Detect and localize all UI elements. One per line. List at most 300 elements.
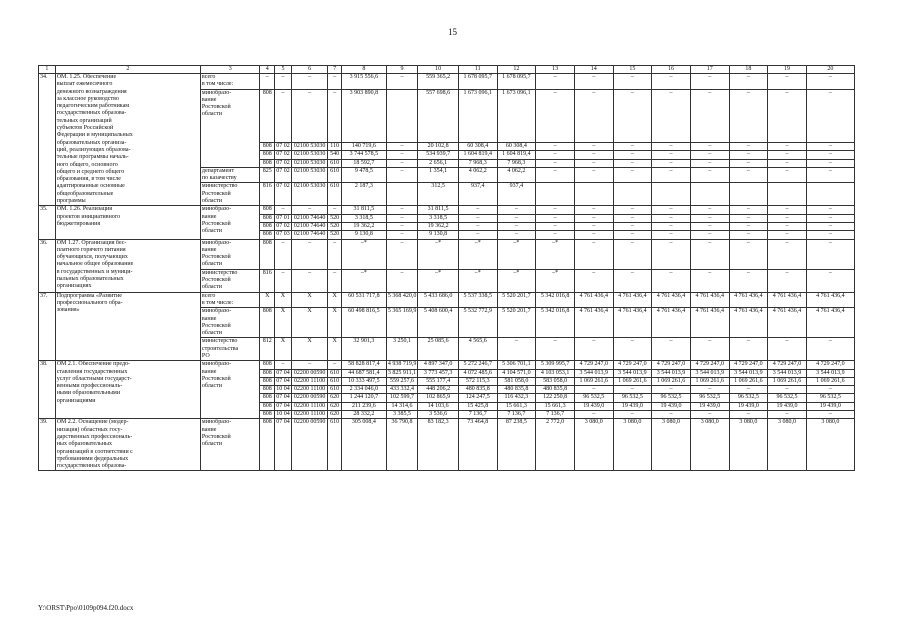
budget-code-c6: 02200 11100 <box>291 411 328 419</box>
amount-cell: – <box>574 411 613 419</box>
amount-cell: – <box>690 411 729 419</box>
amount-cell: – <box>729 222 768 230</box>
amount-cell: 4 103 053,1 <box>536 369 575 377</box>
amount-cell: – <box>690 214 729 222</box>
amount-cell: – <box>806 222 854 230</box>
budget-code-c6: – <box>291 239 328 269</box>
amount-cell: 7 136,7 <box>458 411 497 419</box>
budget-code-c4: 808 <box>260 308 275 338</box>
amount-cell: – <box>574 151 613 159</box>
amount-cell: – <box>690 222 729 230</box>
amount-cell: – <box>458 231 497 239</box>
budget-code-c7: X <box>328 338 342 361</box>
amount-cell: – <box>497 338 536 361</box>
amount-cell: –* <box>536 239 575 269</box>
budget-code-c5: 07 02 <box>276 151 290 158</box>
amount-cell: 73 464,8 <box>458 419 497 471</box>
amount-cell: – <box>458 222 497 230</box>
budget-code-c6: 02100 74640 <box>291 231 328 239</box>
amount-cell: 7 136,7 <box>536 411 575 419</box>
amount-cell: – <box>768 151 807 159</box>
amount-cell: 7 136,7 <box>497 411 536 419</box>
amount-cell: – <box>768 89 807 142</box>
budget-code-c7: 610 <box>328 183 342 206</box>
amount-cell: – <box>613 159 652 167</box>
amount-cell: – <box>613 151 652 159</box>
budget-code-c5: 10 04 <box>276 411 290 418</box>
amount-cell: – <box>386 239 417 269</box>
amount-cell: 3 080,0 <box>768 419 807 471</box>
row-number: 37. <box>39 292 56 361</box>
amount-cell: 4 761 436,4 <box>574 308 613 338</box>
amount-cell: 3 544 013,9 <box>768 369 807 377</box>
amount-cell: 4 062,2 <box>458 167 497 183</box>
budget-code-c6: – <box>291 206 328 214</box>
amount-cell: – <box>690 167 729 183</box>
amount-cell: – <box>386 231 417 239</box>
amount-cell: – <box>652 338 691 361</box>
budget-code-c6: 02200 00590 <box>291 419 328 471</box>
amount-cell: – <box>536 89 575 142</box>
budget-code-c7: – <box>328 239 342 269</box>
amount-cell: 2 772,0 <box>536 419 575 471</box>
amount-cell: – <box>806 167 854 183</box>
footer-file-path: Y:\ORST\Ppo\0109p094.f20.docx <box>38 604 134 612</box>
amount-cell: – <box>613 214 652 222</box>
amount-cell: 1 244 120,7 <box>341 394 386 402</box>
amount-cell: – <box>690 206 729 214</box>
budget-code-c4: 808 <box>260 394 275 402</box>
responsible-executor: всего в том числе: <box>200 74 260 90</box>
amount-cell: 60 531 717,8 <box>341 292 386 308</box>
amount-cell: 60 308,4 <box>458 142 497 150</box>
table-row <box>39 292 855 308</box>
amount-cell: – <box>652 159 691 167</box>
budget-code-c5: 07 02 <box>275 167 292 183</box>
amount-cell: – <box>768 142 807 150</box>
budget-code-c5: 07 04 <box>275 419 292 471</box>
page-number: 15 <box>448 27 457 37</box>
amount-cell: 4 565,6 <box>458 338 497 361</box>
column-number: 5 <box>275 66 292 74</box>
amount-cell: 211 239,6 <box>341 402 386 410</box>
amount-cell: – <box>729 142 768 150</box>
budget-code-c4: 808 <box>260 206 275 214</box>
budget-code-c7: – <box>328 74 342 90</box>
amount-cell: – <box>497 214 536 222</box>
amount-cell: 5 342 016,8 <box>536 308 575 338</box>
amount-cell: – <box>806 74 854 90</box>
amount-cell: 20 102,8 <box>418 142 459 150</box>
budget-code-c6: 02100 53030 <box>291 142 328 150</box>
budget-code-c5: X <box>275 338 292 361</box>
column-number: 17 <box>690 66 729 74</box>
table-row <box>39 74 855 90</box>
amount-cell: – <box>536 231 575 239</box>
budget-code-c5: 07 02 <box>276 142 290 149</box>
amount-cell: – <box>536 338 575 361</box>
amount-cell: – <box>806 386 854 394</box>
amount-cell: – <box>386 206 417 214</box>
amount-cell: – <box>652 239 691 269</box>
amount-cell: 9 478,5 <box>341 167 386 183</box>
amount-cell: 937,4 <box>458 183 497 206</box>
amount-cell: 1 069 261,6 <box>652 377 691 385</box>
amount-cell: 10 333 497,5 <box>341 377 386 385</box>
row-number: 34. <box>39 74 56 206</box>
amount-cell: 583 058,0 <box>536 377 575 385</box>
amount-cell: 83 182,3 <box>418 419 459 471</box>
budget-code-c5: X <box>275 308 292 338</box>
amount-cell: – <box>729 89 768 142</box>
budget-code-c5: – <box>275 89 292 142</box>
amount-cell: – <box>768 338 807 361</box>
amount-cell: – <box>536 206 575 214</box>
amount-cell: – <box>806 338 854 361</box>
budget-code-c6: – <box>291 361 328 369</box>
budget-code-c7: X <box>328 308 342 338</box>
amount-cell: 19 362,2 <box>418 222 459 230</box>
column-number: 16 <box>652 66 691 74</box>
amount-cell: – <box>652 411 691 419</box>
amount-cell: 1 678 095,7 <box>497 74 536 90</box>
amount-cell: 19 439,0 <box>690 402 729 410</box>
responsible-executor: минобразо- вание Ростовской области <box>200 361 260 419</box>
amount-cell: 555 177,4 <box>418 377 459 385</box>
amount-cell <box>690 183 729 206</box>
budget-code-c5: – <box>275 206 292 214</box>
amount-cell: 19 439,0 <box>613 402 652 410</box>
column-number: 9 <box>386 66 417 74</box>
amount-cell: –* <box>458 269 497 292</box>
amount-cell: 312,5 <box>418 183 459 206</box>
amount-cell: 1 604 819,4 <box>497 151 536 159</box>
amount-cell: – <box>806 151 854 159</box>
budget-code-c5: 07 04 <box>276 377 290 384</box>
column-number: 18 <box>729 66 768 74</box>
amount-cell: 36 790,8 <box>386 419 417 471</box>
amount-cell: 4 761 436,4 <box>613 292 652 308</box>
amount-cell: 3 080,0 <box>806 419 854 471</box>
column-number: 11 <box>458 66 497 74</box>
amount-cell: 937,4 <box>497 183 536 206</box>
amount-cell: 102 865,9 <box>418 394 459 402</box>
amount-cell: –* <box>458 239 497 269</box>
amount-cell: – <box>768 269 807 292</box>
amount-cell: 480 835,8 <box>536 386 575 394</box>
amount-cell: 3 080,0 <box>729 419 768 471</box>
amount-cell: – <box>497 206 536 214</box>
amount-cell: 5 306 701,1 <box>497 361 536 369</box>
amount-cell: 4 761 436,4 <box>768 308 807 338</box>
responsible-executor: министерство строительства РО <box>200 338 260 361</box>
amount-cell: 3 903 890,8 <box>341 89 386 142</box>
amount-cell: 4 761 436,4 <box>690 308 729 338</box>
budget-code-c6: X <box>291 338 328 361</box>
amount-cell: – <box>690 74 729 90</box>
budget-code-c4: 808 <box>260 142 275 150</box>
budget-code-c7: 610 <box>328 377 342 385</box>
amount-cell: 4 761 436,4 <box>768 292 807 308</box>
budget-code-c7: – <box>328 206 342 214</box>
amount-cell: 15 661,3 <box>536 402 575 410</box>
amount-cell: – <box>536 222 575 230</box>
budget-code-c6: 02200 11100 <box>291 386 328 394</box>
amount-cell: 1 069 261,6 <box>574 377 613 385</box>
amount-cell: – <box>613 239 652 269</box>
budget-code-c6: – <box>291 269 328 292</box>
amount-cell: 96 532,5 <box>690 394 729 402</box>
amount-cell: 5 537 338,5 <box>458 292 497 308</box>
budget-code-c5: 07 01 <box>276 214 290 221</box>
amount-cell: 4 729 247,0 <box>613 361 652 369</box>
amount-cell: – <box>497 231 536 239</box>
amount-cell: 5 309 995,7 <box>536 361 575 369</box>
amount-cell: 1 678 095,7 <box>458 74 497 90</box>
amount-cell: – <box>806 142 854 150</box>
amount-cell: – <box>386 159 417 167</box>
budget-code-c5: – <box>275 269 292 292</box>
amount-cell: – <box>806 231 854 239</box>
budget-code-c6: 02200 00590 <box>291 394 328 402</box>
row-number: 38. <box>39 361 56 419</box>
amount-cell <box>536 183 575 206</box>
amount-cell: 4 729 247,0 <box>652 361 691 369</box>
amount-cell: 305 008,4 <box>341 419 386 471</box>
amount-cell: –* <box>341 239 386 269</box>
budget-code-c5: 07 02 <box>276 159 290 166</box>
budget-code-c7: 620 <box>328 394 342 402</box>
amount-cell: 3 250,1 <box>386 338 417 361</box>
budget-code-c6: – <box>291 89 328 142</box>
amount-cell: – <box>729 411 768 419</box>
table-body <box>39 66 855 471</box>
row-description: ОМ 2.1. Обеспечение предо- ставления государственных услуг областными государст- венными профессиональ- ными образовательными организациями <box>55 361 200 419</box>
budget-code-c7: 610 <box>328 167 342 183</box>
amount-cell: 15 425,8 <box>458 402 497 410</box>
amount-cell: 5 272 246,7 <box>458 361 497 369</box>
amount-cell: 31 811,5 <box>341 206 386 214</box>
amount-cell <box>729 183 768 206</box>
budget-code-c4: 808 <box>260 361 275 369</box>
amount-cell: 19 439,0 <box>806 402 854 410</box>
column-number: 6 <box>291 66 328 74</box>
amount-cell: 5 365 169,9 <box>386 308 417 338</box>
amount-cell: – <box>574 159 613 167</box>
amount-cell: – <box>768 222 807 230</box>
amount-cell: 4 938 719,9 <box>387 361 417 368</box>
amount-cell <box>386 183 417 206</box>
amount-cell: 534 939,7 <box>418 151 459 159</box>
row-number: 39. <box>39 419 56 471</box>
amount-cell: – <box>458 206 497 214</box>
amount-cell: – <box>574 231 613 239</box>
amount-cell: – <box>690 338 729 361</box>
budget-code-c4: 808 <box>260 239 275 269</box>
amount-cell: 557 698,6 <box>418 89 459 142</box>
budget-code-c7: X <box>328 292 342 308</box>
budget-code-c4: 812 <box>260 338 275 361</box>
column-number: 14 <box>574 66 613 74</box>
amount-cell: 1 069 261,6 <box>768 377 807 385</box>
amount-cell: 9 130,8 <box>418 231 459 239</box>
amount-cell <box>386 89 417 142</box>
amount-cell: – <box>652 167 691 183</box>
amount-cell: 14 314,6 <box>386 402 417 410</box>
row-description: ОМ 1.27. Организация бес- платного горячего питания обучающихся, получающих начальное общее образование в государственных и муници- пальных образовательных организациях <box>55 239 200 292</box>
amount-cell: – <box>574 338 613 361</box>
budget-code-c7: – <box>328 89 342 142</box>
budget-code-c7: 520 <box>328 214 342 222</box>
row-description: ОМ. 1.25. Обеспечение выплат ежемесячного денежного вознаграждения за классное руководство педагогическим работникам государственных образова- тельных организаций субъектов Российской Федерации и муниципальных образовательных организа- ций, реализующих образова- тельные программы началь- ного общего, основного общего и среднего общего образования, в том числе адаптированные основные общеобразовательные программы <box>55 74 200 206</box>
amount-cell: 3 080,0 <box>690 419 729 471</box>
table-row <box>39 419 855 471</box>
amount-cell: 2 187,3 <box>341 183 386 206</box>
amount-cell: – <box>768 386 807 394</box>
amount-cell: – <box>613 411 652 419</box>
amount-cell: 5 368 420,0 <box>386 292 417 308</box>
amount-cell: – <box>613 269 652 292</box>
amount-cell: – <box>386 269 417 292</box>
responsible-executor: департамент по казачеству <box>200 167 260 183</box>
amount-cell: 32 901,3 <box>341 338 386 361</box>
column-number: 10 <box>418 66 459 74</box>
amount-cell: – <box>386 151 417 159</box>
amount-cell: 1 354,1 <box>418 167 459 183</box>
column-number: 1 <box>39 66 56 74</box>
amount-cell: 19 439,0 <box>768 402 807 410</box>
column-number: 7 <box>328 66 342 74</box>
amount-cell: – <box>652 386 691 394</box>
responsible-executor: минобразо- вание Ростовской области <box>200 419 260 471</box>
amount-cell: 3 080,0 <box>652 419 691 471</box>
amount-cell: 116 432,3 <box>497 394 536 402</box>
responsible-executor: минобразо- вание Ростовской области <box>200 89 260 167</box>
budget-code-c4: 808 <box>260 386 275 394</box>
amount-cell: – <box>613 206 652 214</box>
amount-cell: 4 104 571,0 <box>497 369 536 377</box>
amount-cell: 1 069 261,6 <box>729 377 768 385</box>
amount-cell: 1 673 096,1 <box>458 89 497 142</box>
amount-cell: – <box>690 231 729 239</box>
amount-cell: – <box>574 167 613 183</box>
amount-cell: 4 761 436,4 <box>652 292 691 308</box>
amount-cell: 3 544 013,9 <box>729 369 768 377</box>
amount-cell: 15 661,3 <box>497 402 536 410</box>
amount-cell: – <box>574 386 613 394</box>
amount-cell: 28 332,2 <box>341 411 386 419</box>
budget-code-c7: 610 <box>328 159 342 167</box>
amount-cell: 4 072 485,6 <box>458 369 497 377</box>
amount-cell: 3 773 457,3 <box>418 369 459 377</box>
amount-cell: 3 915 556,6 <box>341 74 386 90</box>
budget-code-c6: X <box>291 292 328 308</box>
amount-cell: 5 532 772,9 <box>458 308 497 338</box>
budget-code-c5: 07 02 <box>275 183 292 206</box>
amount-cell: 4 729 247,0 <box>574 361 613 369</box>
responsible-executor: министерство Ростовской области <box>200 183 260 206</box>
amount-cell: – <box>574 239 613 269</box>
budget-code-c4: 808 <box>260 222 275 230</box>
amount-cell: –* <box>536 269 575 292</box>
budget-code-c7: – <box>328 269 342 292</box>
amount-cell: –* <box>497 269 536 292</box>
amount-cell: – <box>690 269 729 292</box>
amount-cell: 2 656,1 <box>418 159 459 167</box>
amount-cell: 96 532,5 <box>768 394 807 402</box>
amount-cell: 4 729 247,0 <box>690 361 729 369</box>
amount-cell: 58 828 817,4 <box>341 361 386 369</box>
amount-cell: – <box>574 206 613 214</box>
amount-cell: 3 544 013,9 <box>613 369 652 377</box>
amount-cell: – <box>806 206 854 214</box>
amount-cell: 4 729 247,0 <box>729 361 768 369</box>
budget-code-c6: 02200 11100 <box>291 377 328 385</box>
amount-cell: 5 342 016,8 <box>536 292 575 308</box>
amount-cell: 3 544 013,9 <box>574 369 613 377</box>
amount-cell: 31 811,5 <box>418 206 459 214</box>
budget-code-c6: 02100 53030 <box>291 183 328 206</box>
responsible-executor: всего в том числе: <box>200 292 260 308</box>
amount-cell: – <box>690 159 729 167</box>
amount-cell: – <box>652 142 691 150</box>
amount-cell: 96 532,5 <box>806 394 854 402</box>
amount-cell: 4 761 436,4 <box>574 292 613 308</box>
amount-cell: – <box>729 159 768 167</box>
column-number: 12 <box>497 66 536 74</box>
amount-cell: –* <box>418 239 459 269</box>
amount-cell: 4 761 436,4 <box>729 292 768 308</box>
row-number: 35. <box>39 206 56 239</box>
amount-cell: 4 761 436,4 <box>690 292 729 308</box>
amount-cell: 3 318,5 <box>418 214 459 222</box>
budget-code-c7: 610 <box>328 419 342 471</box>
amount-cell: – <box>613 142 652 150</box>
amount-cell: – <box>806 214 854 222</box>
row-description: Подпрограмма «Развитие профессионального обра- зования» <box>55 292 200 361</box>
amount-cell: – <box>729 231 768 239</box>
budget-code-c4: 808 <box>260 402 275 410</box>
column-number: 13 <box>536 66 575 74</box>
amount-cell: 1 069 261,6 <box>690 377 729 385</box>
amount-cell: 14 103,6 <box>418 402 459 410</box>
column-number: 3 <box>200 66 260 74</box>
budget-code-c5: – <box>275 239 292 269</box>
column-number: 4 <box>260 66 275 74</box>
budget-code-c4: 808 <box>260 419 275 471</box>
amount-cell: – <box>690 386 729 394</box>
amount-cell: 19 439,0 <box>652 402 691 410</box>
amount-cell <box>613 183 652 206</box>
budget-code-c4: 808 <box>260 231 275 239</box>
amount-cell: – <box>729 338 768 361</box>
amount-cell: 124 247,5 <box>458 394 497 402</box>
budget-code-c7: 520 <box>328 222 342 230</box>
amount-cell: 96 532,5 <box>652 394 691 402</box>
amount-cell: 60 308,4 <box>497 142 536 150</box>
budget-code-c7: 110 <box>328 142 342 150</box>
amount-cell <box>574 183 613 206</box>
amount-cell: – <box>806 269 854 292</box>
amount-cell: – <box>574 74 613 90</box>
amount-cell: 4 761 436,4 <box>652 308 691 338</box>
budget-code-c6: 02100 74640 <box>291 214 328 222</box>
amount-cell: – <box>768 206 807 214</box>
budget-table <box>38 65 855 471</box>
responsible-executor: минобразо- вание Ростовской области <box>200 206 260 239</box>
amount-cell: 3 825 911,1 <box>387 369 417 376</box>
amount-cell: – <box>613 89 652 142</box>
